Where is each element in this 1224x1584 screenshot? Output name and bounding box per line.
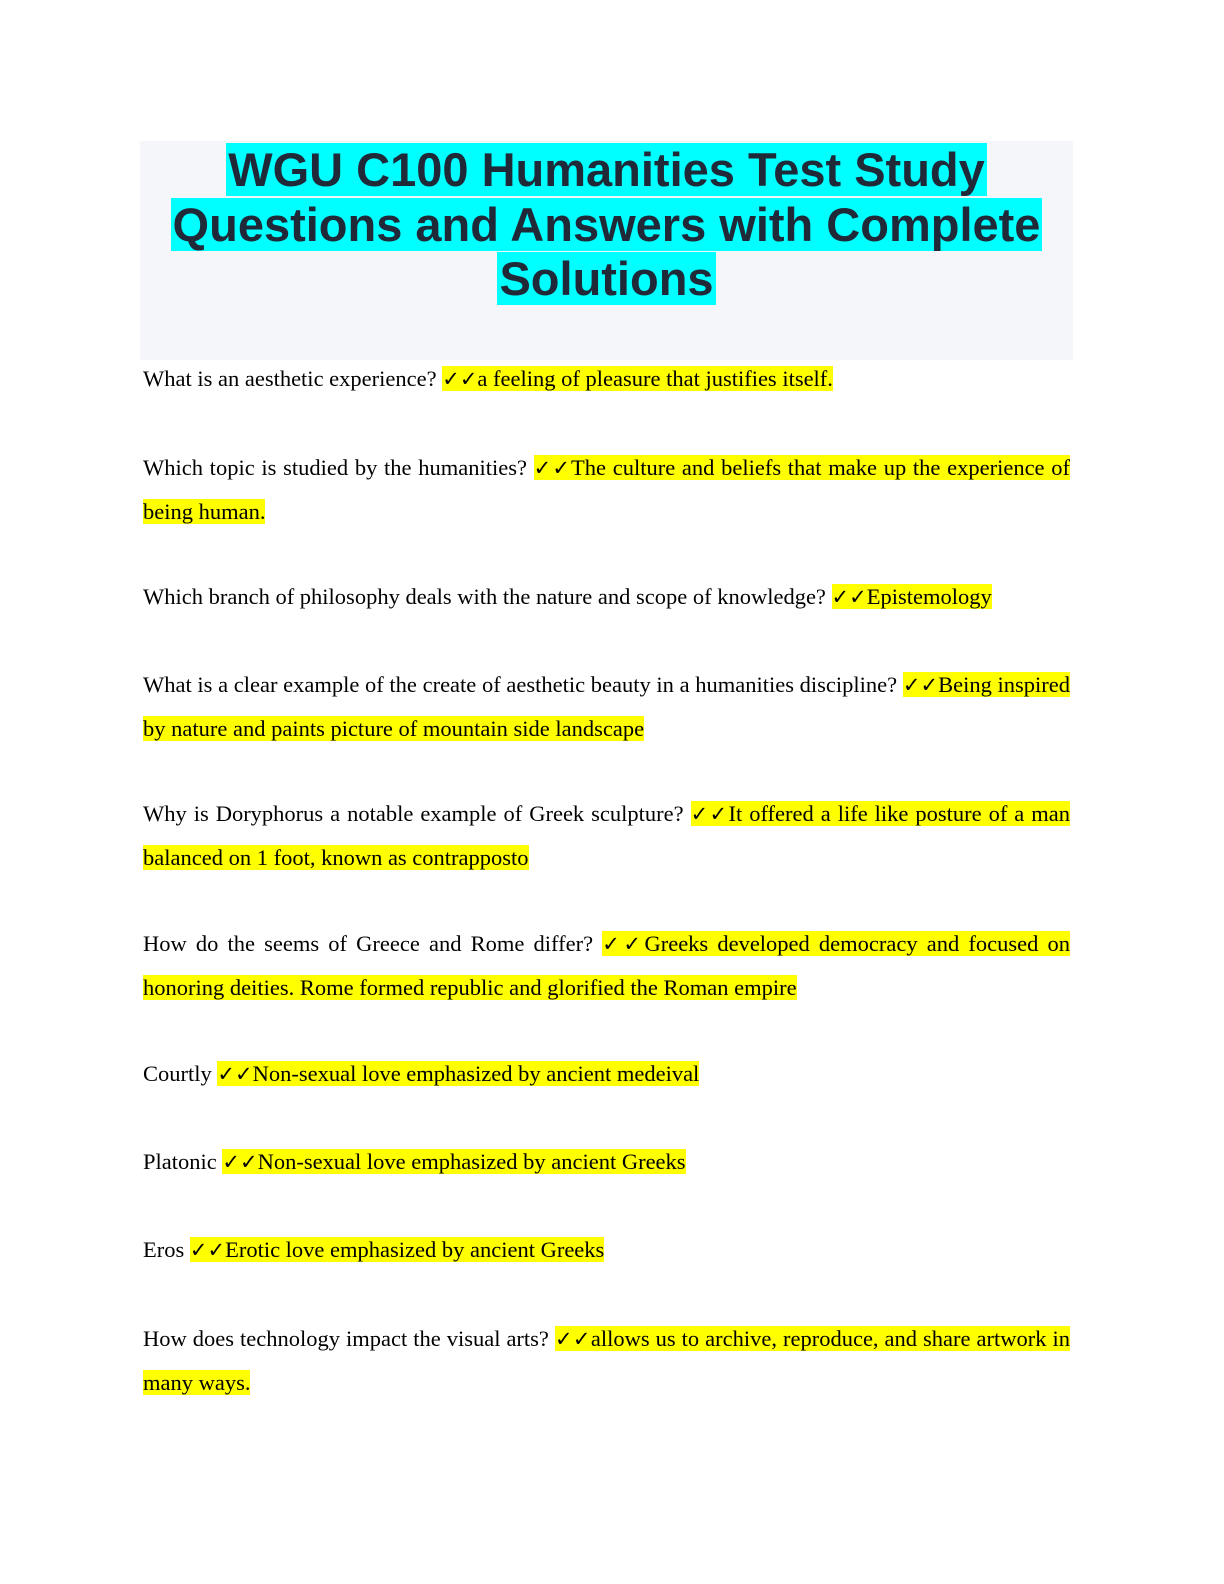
qa-item <box>143 663 1070 751</box>
question-text: Which topic is studied by the humanities? <box>143 455 527 480</box>
answer-text: It offered a life like posture of a man balanced on 1 foot, known as contrapposto <box>143 801 1070 870</box>
answer-text: allows us to archive, reproduce, and share artwork in many ways. <box>143 1326 1070 1395</box>
question-text: Platonic <box>143 1149 217 1174</box>
qa-item <box>143 1140 1070 1184</box>
question-text: Eros <box>143 1237 185 1262</box>
answer-text: Greeks developed democracy and focused on honoring deities. Rome formed republic and glorified the Roman empire <box>143 931 1071 1000</box>
answer-text: Non-sexual love emphasized by ancient Greeks <box>257 1149 686 1174</box>
checkmark-icon: ✓✓ <box>690 802 729 826</box>
checkmark-icon: ✓✓ <box>442 367 478 391</box>
question-text: What is an aesthetic experience? <box>143 366 437 391</box>
answer-text: Erotic love emphasized by ancient Greeks <box>225 1237 605 1262</box>
checkmark-icon: ✓✓ <box>831 585 867 609</box>
answer-text: The culture and beliefs that make up the experience of being human. <box>143 455 1070 524</box>
qa-item <box>143 792 1070 880</box>
title-line-2: Questions and Answers with Complete <box>172 197 1041 251</box>
answer-text: a feeling of pleasure that justifies itself. <box>477 366 833 391</box>
question-text: How does technology impact the visual arts? <box>143 1326 549 1351</box>
checkmark-icon: ✓✓ <box>222 1150 258 1174</box>
answer-text: Being inspired by nature and paints picture of mountain side landscape <box>143 672 1071 741</box>
checkmark-icon: ✓✓ <box>902 673 939 697</box>
document-title <box>140 143 1073 307</box>
answer-text: Epistemology <box>866 584 992 609</box>
qa-item <box>143 1052 1070 1096</box>
answer-highlight <box>190 1237 604 1262</box>
answer-text: Non-sexual love emphasized by ancient medeival <box>252 1061 700 1086</box>
question-text: Courtly <box>143 1061 212 1086</box>
checkmark-icon: ✓✓ <box>189 1238 226 1262</box>
title-block <box>140 141 1073 360</box>
title-line-1: WGU C100 Humanities Test Study <box>228 143 985 196</box>
qa-item <box>143 357 1070 401</box>
checkmark-icon: ✓✓ <box>602 932 645 956</box>
qa-item <box>143 446 1070 534</box>
question-text: Which branch of philosophy deals with the nature and scope of knowledge? <box>143 584 826 609</box>
title-line-3: Solutions <box>499 252 714 305</box>
question-text: What is a clear example of the create of aesthetic beauty in a humanities discipline? <box>143 672 898 697</box>
checkmark-icon: ✓✓ <box>554 1327 591 1351</box>
checkmark-icon: ✓✓ <box>533 456 572 480</box>
qa-item <box>143 1317 1070 1405</box>
answer-highlight <box>442 366 833 391</box>
answer-highlight <box>222 1149 685 1174</box>
checkmark-icon: ✓✓ <box>217 1062 253 1086</box>
qa-item <box>143 1228 1070 1272</box>
answer-highlight <box>832 584 992 609</box>
qa-item <box>143 575 1070 619</box>
answer-highlight <box>217 1061 699 1086</box>
question-text: How do the seems of Greece and Rome differ? <box>143 931 594 956</box>
question-text: Why is Doryphorus a notable example of Greek sculpture? <box>143 801 684 826</box>
qa-item <box>143 922 1070 1010</box>
